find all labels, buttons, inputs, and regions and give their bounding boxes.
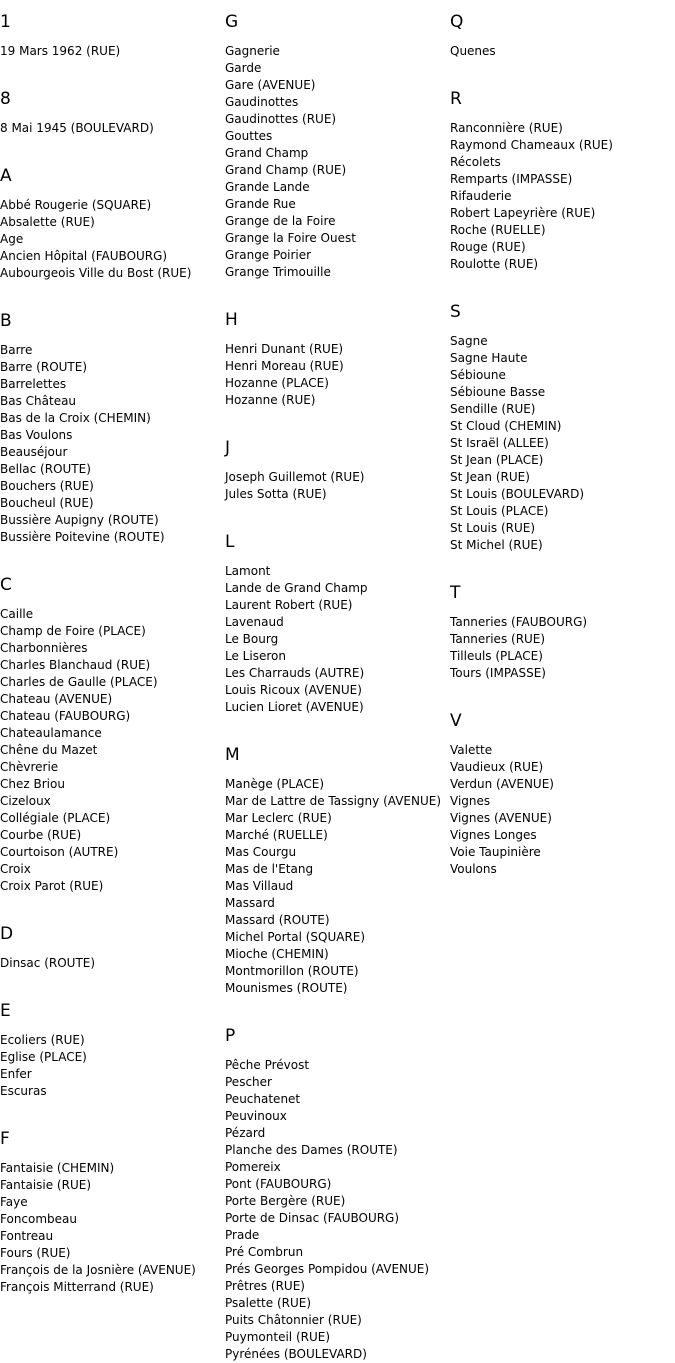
street-link[interactable]: Grand Champ (RUE) (225, 163, 347, 177)
street-list (450, 333, 675, 554)
street-link[interactable]: Marché (RUELLE) (225, 828, 328, 842)
street-link[interactable]: Chateau (FAUBOURG) (0, 709, 131, 723)
letter-section (450, 89, 675, 273)
letter-heading: C (0, 575, 12, 595)
street-link[interactable]: Chateau (AVENUE) (0, 692, 113, 706)
street-link[interactable]: Hozanne (RUE) (225, 393, 316, 407)
street-list (225, 1057, 450, 1363)
street-link[interactable]: Pêche Prévost (225, 1058, 310, 1072)
letter-heading: Q (450, 12, 464, 32)
street-list (225, 563, 450, 716)
letter-heading: P (225, 1026, 236, 1046)
street-list (0, 1032, 225, 1100)
street-link[interactable]: Pont (FAUBOURG) (225, 1177, 332, 1191)
street-link[interactable]: Sendille (RUE) (450, 402, 536, 416)
street-link[interactable]: Ecoliers (RUE) (0, 1033, 85, 1047)
street-link[interactable]: Planche des Dames (ROUTE) (225, 1143, 398, 1157)
street-link[interactable]: Prêtres (RUE) (225, 1279, 305, 1293)
street-link[interactable]: Laurent Robert (RUE) (225, 598, 353, 612)
letter-section (0, 89, 225, 137)
street-link[interactable]: Faye (0, 1195, 28, 1209)
street-link[interactable]: Tanneries (RUE) (450, 632, 546, 646)
street-link[interactable]: 19 Mars 1962 (RUE) (0, 44, 121, 58)
street-link[interactable]: Bouchers (RUE) (0, 479, 94, 493)
street-link[interactable]: Roche (RUELLE) (450, 223, 546, 237)
street-link[interactable]: Voulons (450, 862, 497, 876)
street-link[interactable]: Grande Lande (225, 180, 310, 194)
letter-section (450, 583, 675, 682)
letter-section (225, 1026, 450, 1363)
street-link[interactable]: François Mitterrand (RUE) (0, 1280, 154, 1294)
street-link[interactable]: Charles Blanchaud (RUE) (0, 658, 151, 672)
street-link[interactable]: St Louis (PLACE) (450, 504, 549, 518)
letter-section (225, 532, 450, 716)
street-link[interactable]: François de la Josnière (AVENUE) (0, 1263, 196, 1277)
street-link[interactable]: Sébioune (450, 368, 506, 382)
letter-heading: B (0, 311, 12, 331)
street-link[interactable]: Bussière Aupigny (ROUTE) (0, 513, 159, 527)
letter-section (0, 166, 225, 282)
street-link[interactable]: 8 Mai 1945 (BOULEVARD) (0, 121, 154, 135)
street-link[interactable]: St Jean (PLACE) (450, 453, 544, 467)
street-link[interactable]: Rifauderie (450, 189, 512, 203)
street-link[interactable]: Croix (0, 862, 31, 876)
street-link[interactable]: Boucheul (RUE) (0, 496, 94, 510)
letter-heading: J (225, 438, 231, 458)
street-link[interactable]: Massard (ROUTE) (225, 913, 330, 927)
street-link[interactable]: Fantaisie (RUE) (0, 1178, 92, 1192)
street-link[interactable]: Bussière Poitevine (ROUTE) (0, 530, 165, 544)
letter-section (450, 711, 675, 878)
street-link[interactable]: St Louis (RUE) (450, 521, 536, 535)
street-list (450, 614, 675, 682)
street-link[interactable]: Fours (RUE) (0, 1246, 71, 1260)
street-link[interactable]: St Cloud (CHEMIN) (450, 419, 562, 433)
letter-section (225, 12, 450, 281)
street-link[interactable]: Grange de la Foire (225, 214, 336, 228)
street-link[interactable]: Henri Moreau (RUE) (225, 359, 344, 373)
street-link[interactable]: Le Liseron (225, 649, 286, 663)
street-link[interactable]: Barre (ROUTE) (0, 360, 88, 374)
letter-heading: H (225, 310, 238, 330)
letter-heading: D (0, 924, 14, 944)
letter-heading: R (450, 89, 462, 109)
letter-heading: M (225, 745, 240, 765)
letter-heading: V (450, 711, 462, 731)
street-link[interactable]: Grande Rue (225, 197, 296, 211)
street-link[interactable]: Tanneries (FAUBOURG) (450, 615, 588, 629)
street-link[interactable]: Garde (225, 61, 262, 75)
street-link[interactable]: Fontreau (0, 1229, 54, 1243)
letter-section (225, 310, 450, 409)
street-link[interactable]: Pescher (225, 1075, 272, 1089)
street-link[interactable]: Manège (PLACE) (225, 777, 325, 791)
street-link[interactable]: Sagne (450, 334, 488, 348)
letter-heading: A (0, 166, 12, 186)
street-list (0, 1160, 225, 1296)
street-link[interactable]: Pyrénées (BOULEVARD) (225, 1347, 367, 1361)
street-link[interactable]: Hozanne (PLACE) (225, 376, 329, 390)
street-link[interactable]: Vignes Longes (450, 828, 537, 842)
street-list (0, 120, 225, 137)
street-link[interactable]: Vignes (450, 794, 491, 808)
street-link[interactable]: Barrelettes (0, 377, 67, 391)
street-link[interactable]: Sébioune Basse (450, 385, 546, 399)
street-link[interactable]: Remparts (IMPASSE) (450, 172, 573, 186)
street-link[interactable]: Rouge (RUE) (450, 240, 526, 254)
index-column-3 (450, 12, 675, 878)
street-link[interactable]: Roulotte (RUE) (450, 257, 539, 271)
street-link[interactable]: Croix Parot (RUE) (0, 879, 104, 893)
street-link[interactable]: Bas Voulons (0, 428, 73, 442)
street-list (0, 342, 225, 546)
street-link[interactable]: St Israël (ALLEE) (450, 436, 549, 450)
street-link[interactable]: Les Charrauds (AUTRE) (225, 666, 365, 680)
street-link[interactable]: Raymond Chameaux (RUE) (450, 138, 613, 152)
street-link[interactable]: Vaudieux (RUE) (450, 760, 544, 774)
street-link[interactable]: Grange Trimouille (225, 265, 331, 279)
street-link[interactable]: Peuchatenet (225, 1092, 301, 1106)
street-link[interactable]: Mar de Lattre de Tassigny (AVENUE) (225, 794, 442, 808)
street-list (225, 341, 450, 409)
street-link[interactable]: Grange Poirier (225, 248, 312, 262)
letter-heading: T (450, 583, 461, 603)
street-link[interactable]: Henri Dunant (RUE) (225, 342, 344, 356)
street-link[interactable]: St Michel (RUE) (450, 538, 543, 552)
street-link[interactable]: Mas Villaud (225, 879, 294, 893)
street-link[interactable]: Porte Bergère (RUE) (225, 1194, 346, 1208)
street-link[interactable]: Chez Briou (0, 777, 65, 791)
letter-heading: E (0, 1001, 11, 1021)
street-link[interactable]: Charbonnières (0, 641, 88, 655)
street-link[interactable]: Mas Courgu (225, 845, 297, 859)
street-link[interactable]: Bellac (ROUTE) (0, 462, 91, 476)
street-list (0, 43, 225, 60)
street-link[interactable]: Chêne du Mazet (0, 743, 98, 757)
street-list (450, 120, 675, 273)
street-link[interactable]: Bas de la Croix (CHEMIN) (0, 411, 151, 425)
street-link[interactable]: Beauséjour (0, 445, 68, 459)
street-link[interactable]: Grand Champ (225, 146, 309, 160)
street-link[interactable]: St Louis (BOULEVARD) (450, 487, 585, 501)
street-link[interactable]: Massard (225, 896, 275, 910)
street-link[interactable]: Verdun (AVENUE) (450, 777, 554, 791)
street-link[interactable]: Quenes (450, 44, 496, 58)
street-link[interactable]: Absalette (RUE) (0, 215, 95, 229)
street-link[interactable]: Gare (AVENUE) (225, 78, 316, 92)
street-link[interactable]: Barre (0, 343, 33, 357)
street-link[interactable]: Prade (225, 1228, 260, 1242)
letter-section (0, 1001, 225, 1100)
letter-section (0, 311, 225, 546)
street-link[interactable]: Aubourgeois Ville du Bost (RUE) (0, 266, 192, 280)
letter-heading: G (225, 12, 239, 32)
street-link[interactable]: Age (0, 232, 24, 246)
street-link[interactable]: Escuras (0, 1084, 47, 1098)
index-column-1 (0, 12, 225, 1296)
street-link[interactable]: Tilleuls (PLACE) (450, 649, 543, 663)
street-link[interactable]: Gagnerie (225, 44, 280, 58)
street-link[interactable]: Vignes (AVENUE) (450, 811, 552, 825)
street-link[interactable]: Pézard (225, 1126, 266, 1140)
street-link[interactable]: Jules Sotta (RUE) (225, 487, 327, 501)
letter-section (225, 745, 450, 997)
street-link[interactable]: Foncombeau (0, 1212, 78, 1226)
street-list (450, 742, 675, 878)
street-link[interactable]: Joseph Guillemot (RUE) (225, 470, 365, 484)
street-link[interactable]: Porte de Dinsac (FAUBOURG) (225, 1211, 400, 1225)
street-link[interactable]: Tours (IMPASSE) (450, 666, 546, 680)
letter-heading: 1 (0, 12, 11, 32)
street-link[interactable]: Ancien Hôpital (FAUBOURG) (0, 249, 168, 263)
letter-section (0, 575, 225, 895)
letter-heading: F (0, 1129, 10, 1149)
letter-section (0, 12, 225, 60)
street-link[interactable]: Prés Georges Pompidou (AVENUE) (225, 1262, 430, 1276)
street-list (0, 606, 225, 895)
letter-section (225, 438, 450, 503)
street-list (0, 955, 225, 972)
street-link[interactable]: Enfer (0, 1067, 32, 1081)
street-link[interactable]: Bas Château (0, 394, 77, 408)
street-link[interactable]: Lande de Grand Champ (225, 581, 368, 595)
street-link[interactable]: Lucien Lioret (AVENUE) (225, 700, 364, 714)
index-column-2 (225, 12, 450, 1363)
street-list (225, 776, 450, 997)
street-link[interactable]: Récolets (450, 155, 501, 169)
street-link[interactable]: Mounismes (ROUTE) (225, 981, 348, 995)
street-link[interactable]: Eglise (PLACE) (0, 1050, 87, 1064)
street-link[interactable]: Gaudinottes (RUE) (225, 112, 337, 126)
street-link[interactable]: Robert Lapeyrière (RUE) (450, 206, 596, 220)
street-link[interactable]: Chateaulamance (0, 726, 102, 740)
street-link[interactable]: Fantaisie (CHEMIN) (0, 1161, 115, 1175)
street-link[interactable]: Mioche (CHEMIN) (225, 947, 329, 961)
street-link[interactable]: Sagne Haute (450, 351, 528, 365)
street-link[interactable]: Grange la Foire Ouest (225, 231, 356, 245)
street-link[interactable]: Chèvrerie (0, 760, 59, 774)
street-list (450, 43, 675, 60)
street-link[interactable]: Dinsac (ROUTE) (0, 956, 96, 970)
street-link[interactable]: Michel Portal (SQUARE) (225, 930, 366, 944)
street-link[interactable]: Le Bourg (225, 632, 279, 646)
letter-section (0, 1129, 225, 1296)
street-link[interactable]: Caille (0, 607, 34, 621)
letter-heading: L (225, 532, 235, 552)
street-link[interactable]: Ranconnière (RUE) (450, 121, 563, 135)
letter-heading: 8 (0, 89, 11, 109)
letter-section (450, 12, 675, 60)
street-link[interactable]: Valette (450, 743, 493, 757)
street-list (0, 197, 225, 282)
street-link[interactable]: Champ de Foire (PLACE) (0, 624, 146, 638)
street-link[interactable]: Cizeloux (0, 794, 51, 808)
street-list (225, 469, 450, 503)
street-list (225, 43, 450, 281)
street-link[interactable]: Voie Taupinière (450, 845, 541, 859)
street-link[interactable]: Peuvinoux (225, 1109, 287, 1123)
street-link[interactable]: Courbe (RUE) (0, 828, 82, 842)
street-link[interactable]: Courtoison (AUTRE) (0, 845, 119, 859)
street-link[interactable]: Abbé Rougerie (SQUARE) (0, 198, 152, 212)
street-link[interactable]: Gouttes (225, 129, 273, 143)
street-link[interactable]: Mas de l'Etang (225, 862, 314, 876)
street-link[interactable]: Pomereix (225, 1160, 281, 1174)
street-link[interactable]: Collégiale (PLACE) (0, 811, 111, 825)
street-link[interactable]: Psalette (RUE) (225, 1296, 312, 1310)
street-link[interactable]: Mar Leclerc (RUE) (225, 811, 332, 825)
letter-section (450, 302, 675, 554)
street-link[interactable]: Gaudinottes (225, 95, 299, 109)
letter-section (0, 924, 225, 972)
street-link[interactable]: Montmorillon (ROUTE) (225, 964, 359, 978)
street-link[interactable]: Puits Châtonnier (RUE) (225, 1313, 362, 1327)
street-link[interactable]: Louis Ricoux (AVENUE) (225, 683, 362, 697)
street-link[interactable]: Pré Combrun (225, 1245, 304, 1259)
street-link[interactable]: Charles de Gaulle (PLACE) (0, 675, 158, 689)
street-link[interactable]: Puymonteil (RUE) (225, 1330, 331, 1344)
street-link[interactable]: St Jean (RUE) (450, 470, 530, 484)
street-link[interactable]: Lavenaud (225, 615, 284, 629)
street-link[interactable]: Lamont (225, 564, 271, 578)
letter-heading: S (450, 302, 461, 322)
